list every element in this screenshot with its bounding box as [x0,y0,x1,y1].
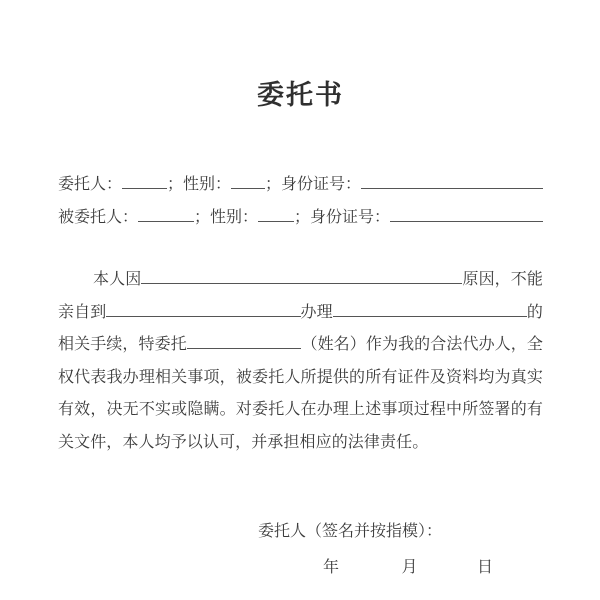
principal-name-label: 委托人： [58,176,123,193]
page-content [0,78,600,584]
body-paragraph [58,264,543,459]
body-text: （姓名）作为我的合法代办人，全 [301,336,543,353]
party-info-block [58,168,543,234]
date-month-label: 月 [401,559,418,576]
body-line-3 [58,329,543,362]
principal-id-blank-field [361,186,543,189]
principal-line [58,168,543,201]
agent-name-blank-field [138,219,194,222]
principal-name-blank-field [122,186,167,189]
date-line [58,551,543,584]
place-blank-field [106,314,300,317]
date-day-label: 日 [476,559,493,576]
reason-blank-field [141,281,462,284]
body-line-4: 权代表我办理相关事项，被委托人所提供的所有证件及资料均为真实 [58,368,543,386]
agent-gender-label: ；性别： [194,209,259,226]
date-year-label: 年 [323,559,340,576]
signature-label: 委托人（签名并按指模）： [258,523,443,540]
principal-id-label: ；身份证号： [265,176,362,193]
body-line-1 [58,264,543,297]
agent-id-blank-field [390,219,543,222]
body-line-6: 关文件，本人均予以认可，并承担相应的法律责任。 [58,433,429,451]
matter-blank-field [333,314,527,317]
agent-name-label: 被委托人： [58,209,139,226]
principal-gender-label: ；性别： [167,176,232,193]
agent-line [58,201,543,234]
body-line-2 [58,297,543,330]
principal-gender-blank-field [231,186,265,189]
body-line-5: 有效，决无不实或隐瞒。对委托人在办理上述事项过程中所签署的有 [58,401,543,418]
body-text: 原因，不能 [462,271,543,288]
body-text: 的 [526,303,543,321]
body-text: 亲自到 [58,303,107,321]
body-text: 本人因 [93,271,142,288]
body-text: 办理 [300,303,333,321]
body-text: 相关手续，特委托 [58,336,187,353]
agent-id-label: ；身份证号： [294,209,391,226]
agent-name-inline-blank-field [187,346,302,349]
page-title: 委托书 [257,80,344,110]
agent-gender-blank-field [258,219,294,222]
